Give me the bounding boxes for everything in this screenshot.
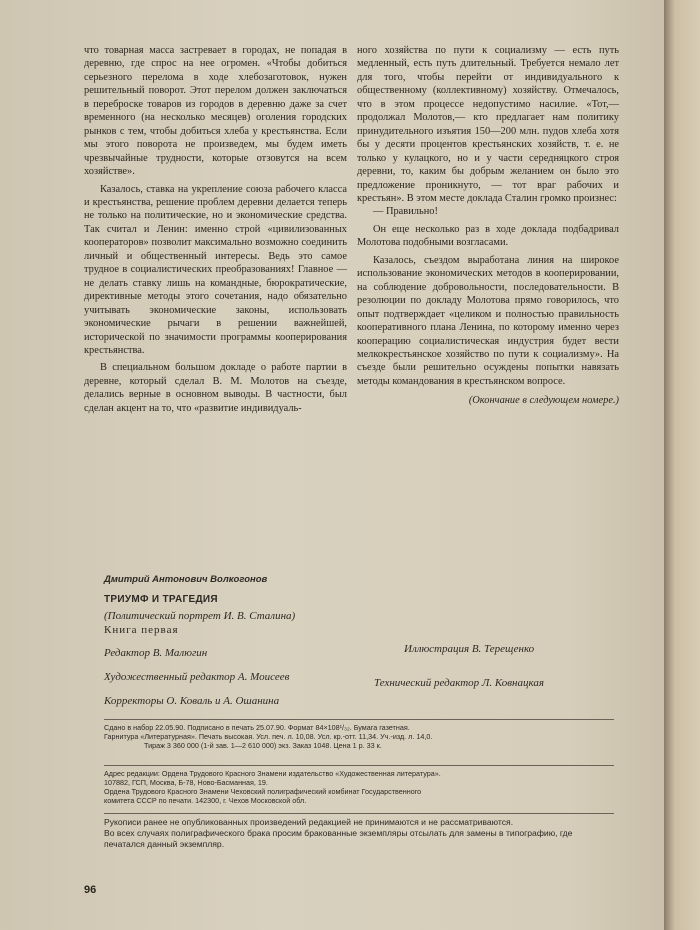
- notice-line: Во всех случаях полиграфического брака просим бракованные экземпляры отсылать для замены в типографию, где печатался данный экземпляр.: [104, 828, 573, 850]
- imprint-subtitle: (Политический портрет И. В. Сталина): [104, 610, 296, 622]
- spec-line: Сдано в набор 22.05.90. Подписано в печать 25.07.90. Формат 84×108¹/₃₂. Бумага газетная.: [104, 723, 410, 732]
- address-line: 107882, ГСП, Москва, Б-78, Ново-Басманная, 19.: [104, 777, 268, 787]
- spec-line: Гарнитура «Литературная». Печать высокая. Усл. печ. л. 10,08. Усл. кр.-отт. 11,34. Уч.-изд. л. 14,0.: [104, 732, 433, 742]
- publisher-address: [104, 765, 614, 806]
- editor-credit: Редактор В. Малюгин: [104, 647, 208, 659]
- to-be-continued-note: (Окончание в следующем номере.): [468, 395, 619, 407]
- address-line: комитета СССР по печати. 142300, г. Чехов Московской обл.: [104, 796, 307, 806]
- editorial-notice: [104, 813, 614, 850]
- art-editor-credit: Художественный редактор А. Моисеев: [104, 671, 290, 683]
- paragraph: В специальном большом докладе о работе партии в деревне, который сделал В. М. Молотов на съезде, делались верные в основном выводы. В частности, был сделан акцент на то, что «развитие индивидуаль-: [84, 362, 347, 414]
- imprint-credits: [104, 641, 624, 713]
- print-specifications: [104, 719, 614, 751]
- text-column-left: [84, 44, 347, 415]
- paragraph: ного хозяйства по пути к социализму — есть путь медленный, есть путь длительный. Требуется немало лет для того, чтобы перейти от индивидуального к общественному (коллективному) хозяйству. Отмечалось, что в этом процессе недопустимо насилие. «Тот,— продолжал Молотов,— кто предлагает нам политику принудительного изъятия 150—200 млн. пудов хлеба хотя бы у десяти процентов крестьянских хозяйств, т. е. не только у кулацкого, но и у части середняцкого строя деревни, то, каким бы добрым желанием он было это предложение проникнуто, — тот враг рабочих и крестьян». В этом месте доклада Сталин громко произнес:: [357, 45, 619, 204]
- notice-line: Рукописи ранее не опубликованных произведений редакцией не принимаются и не рассматриваются.: [104, 817, 514, 828]
- paragraph: Казалось, ставка на укрепление союза рабочего класса и крестьянства, решение проблем деревни делается теперь не только на политические, но и экономические средства. Так считал и Ленин: именно строй «цивилизованных кооператоров» позволит максимально возможно соединить личный и общественный интересы. Ведь это самое трудное в социалистических преобразованиях! Главное — не делать ставку лишь на командные, бюрократические, директивные методы этого сочетания, надо обязательно учитывать экономические законы, использовать экономические рычаги в решении важнейшей, исторической по значимости программы кооперирования крестьянства.: [84, 183, 347, 356]
- page-number: 96: [84, 884, 97, 896]
- adjacent-page-edge: [664, 0, 700, 930]
- tech-editor-credit: Технический редактор Л. Ковнацкая: [374, 677, 544, 689]
- imprint-book-number: Книга первая: [104, 624, 179, 636]
- paragraph: что товарная масса застревает в городах, не попадая в деревню, где спрос на нее огромен. «Чтобы добиться серьезного перелома в ходе хлебозаготовок, нужен решительный поворот. Этот перелом должен заключаться в переброске товаров из городов в деревню даже за счет временного (на несколько месяцев) оголения городских рынков с тем, чтобы добиться хлеба у крестьянства. Если мы этого поворота не произведем, мы будем иметь чрезвычайные трудности, которые отзовутся на всем хозяйстве».: [84, 45, 347, 178]
- paragraph: Казалось, съездом выработана линия на широкое использование экономических методов в кооперировании, на соблюдение добровольности, последовательности. В резолюции по докладу Молотова прямо говорилось, что опыт подтверждает «целиком и полностью правильность кооперативного плана Ленина, по которому именно через кооперацию социалистическая индустрия будет вести мелкокрестьянское хозяйство по пути к социализму». На съезде были решительно осуждены попытки навязать методы командования в крестьянском вопросе.: [357, 254, 619, 387]
- address-line: Ордена Трудового Красного Знамени Чеховский полиграфический комбинат Государственного: [104, 787, 422, 797]
- address-line: Адрес редакции: Ордена Трудового Красного Знамени издательство «Художественная литература».: [104, 768, 441, 778]
- imprint-block: [104, 574, 624, 850]
- spec-line: Тираж 3 360 000 (1-й зав. 1—2 610 000) экз. Заказ 1048. Цена 1 р. 33 к.: [144, 741, 382, 751]
- illustrator-credit: Иллюстрация В. Терещенко: [404, 643, 535, 655]
- paragraph: — Правильно!: [373, 206, 438, 218]
- text-column-right: [357, 44, 619, 408]
- proofreaders-credit: Корректоры О. Коваль и А. Ошанина: [104, 695, 280, 707]
- imprint-author: Дмитрий Антонович Волкогонов: [104, 574, 268, 585]
- paragraph: Он еще несколько раз в ходе доклада подбадривал Молотова подобными возгласами.: [357, 223, 619, 249]
- imprint-title: ТРИУМФ И ТРАГЕДИЯ: [104, 594, 218, 605]
